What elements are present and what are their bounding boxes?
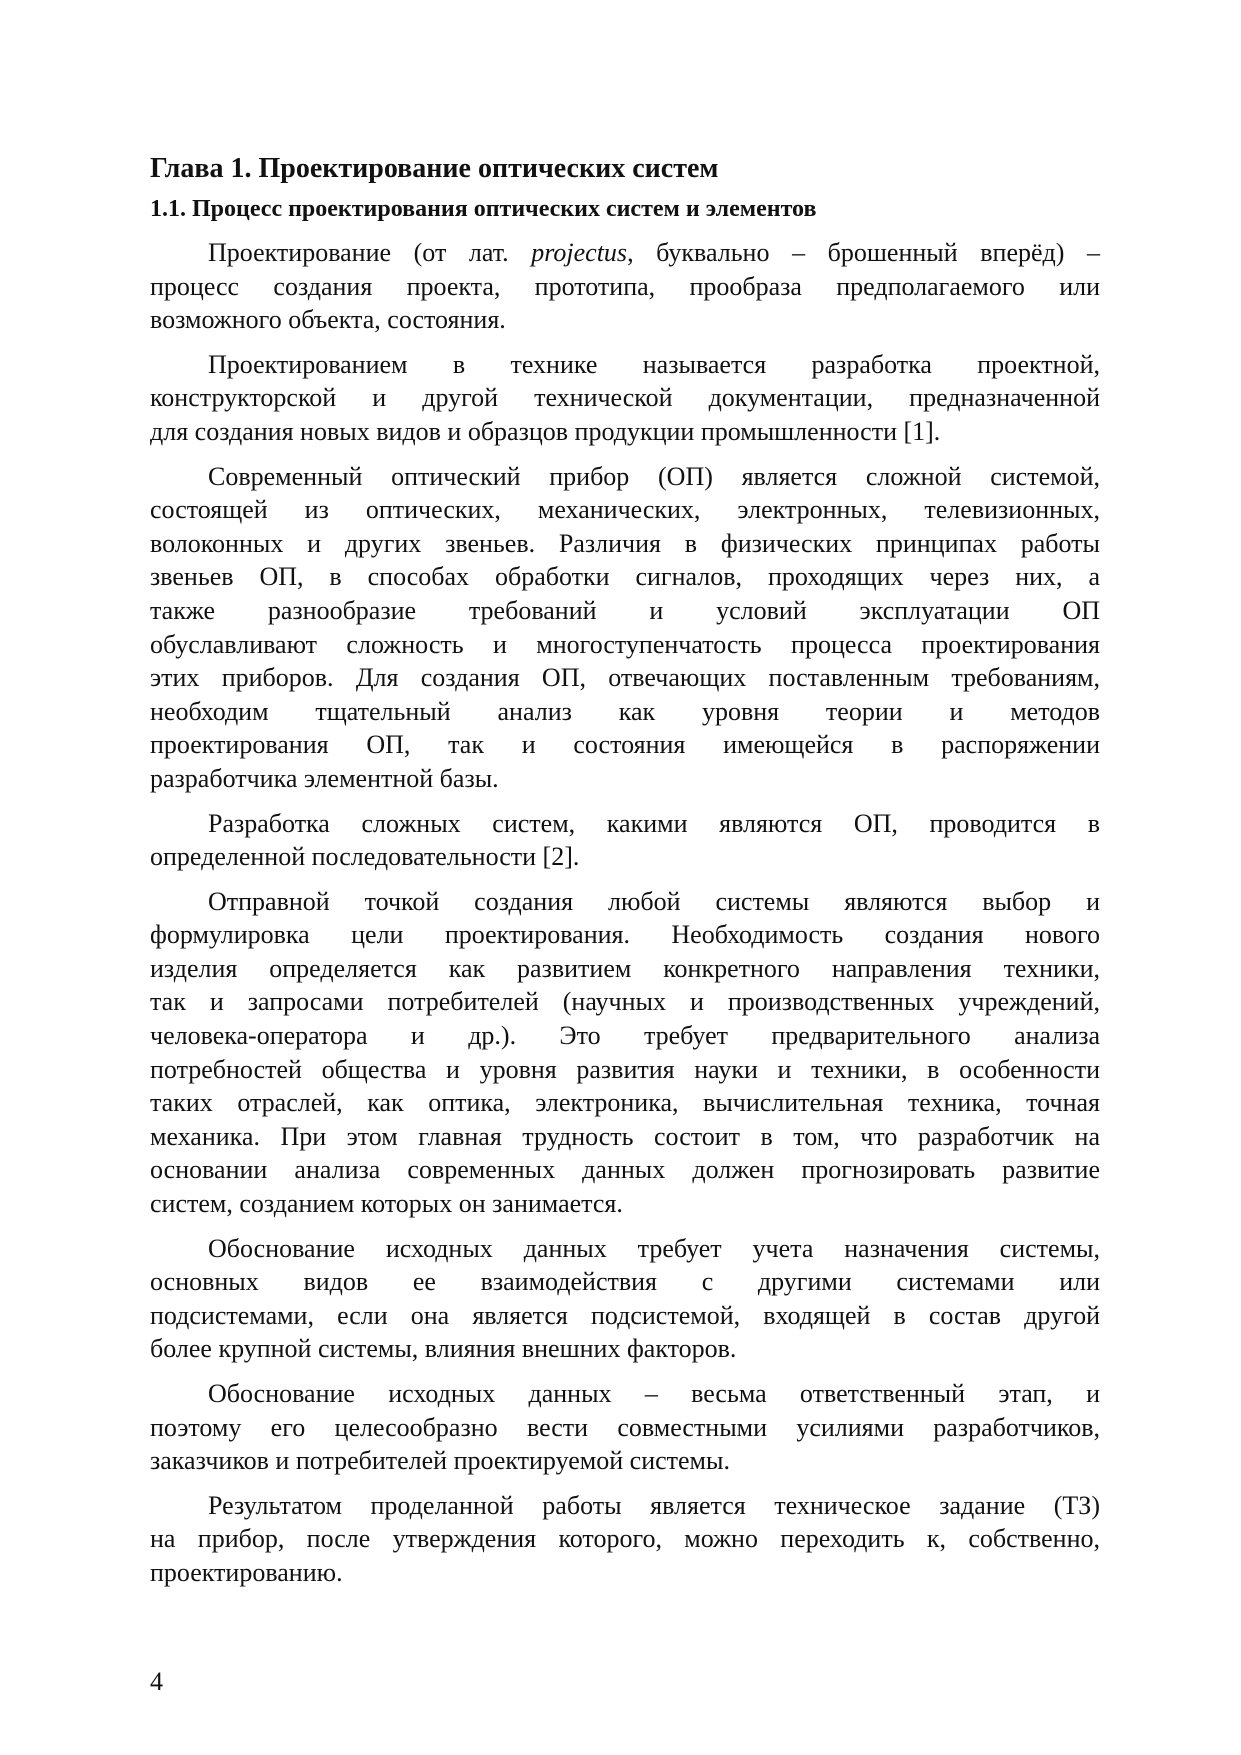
text-line: Отправной точкой создания любой системы являются выбор и (208, 886, 1100, 916)
text-line: определенной последовательности [2]. (150, 842, 580, 872)
paragraph (150, 885, 1100, 1221)
text-line: основании анализа современных данных должен прогнозировать развитие (150, 1155, 1100, 1185)
text-line: так и запросами потребителей (научных и производственных учреждений, (150, 987, 1100, 1017)
paragraph (150, 1232, 1100, 1366)
latin-term: projectus (531, 238, 628, 267)
text-line: Проектированием в технике называется разработка проектной, (208, 349, 1100, 379)
text-line: подсистемами, если она является подсистемой, входящей в состав другой (150, 1300, 1100, 1330)
text-line: для создания новых видов и образцов продукции промышленности [1]. (150, 416, 941, 446)
text-line: изделия определяется как развитием конкретного направления техники, (150, 953, 1100, 983)
text-line: человека-оператора и др.). Это требует предварительного анализа (150, 1021, 1100, 1051)
text-line: Обоснование исходных данных требует учета назначения системы, (208, 1233, 1100, 1263)
text-line: звеньев ОП, в способах обработки сигналов, проходящих через них, а (150, 562, 1100, 592)
text-line: этих приборов. Для создания ОП, отвечающих поставленным требованиям, (150, 663, 1100, 693)
text-line: состоящей из оптических, механических, электронных, телевизионных, (150, 495, 1100, 525)
paragraph (150, 807, 1100, 874)
text-line: конструкторской и другой технической документации, предназначенной (150, 383, 1100, 413)
paragraphs (150, 236, 1100, 1590)
text-line: разработчика элементной базы. (150, 763, 499, 793)
text-line: механика. При этом главная трудность состоит в том, что разработчик на (150, 1121, 1100, 1151)
paragraph (150, 348, 1100, 449)
text-line: заказчиков и потребителей проектируемой системы. (150, 1446, 730, 1476)
text-line: Обоснование исходных данных – весьма ответственный этап, и (208, 1379, 1100, 1408)
text-line: необходим тщательный анализ как уровня теории и методов (150, 696, 1100, 726)
text-line: Проектирование (от лат. projectus, буквально – брошенный вперёд) – (208, 238, 1100, 267)
text-line: более крупной системы, влияния внешних факторов. (150, 1334, 737, 1364)
paragraph (150, 1489, 1100, 1590)
text-line: поэтому его целесообразно вести совместными усилиями разработчиков, (150, 1412, 1100, 1442)
text-line: систем, созданием которых он занимается. (150, 1189, 623, 1219)
text-line: Разработка сложных систем, какими являются ОП, проводится в (208, 808, 1100, 838)
text-line: также разнообразие требований и условий эксплуатации ОП (150, 595, 1100, 625)
chapter-title: Глава 1. Проектирование оптических систем (150, 153, 719, 184)
page-body (150, 152, 1100, 1601)
text-line: Современный оптический прибор (ОП) является сложной системой, (208, 461, 1100, 491)
paragraph (150, 236, 1100, 337)
text-line: процесс создания проекта, прототипа, прообраза предполагаемого или (150, 271, 1100, 301)
text-line: формулировка цели проектирования. Необходимость создания нового (150, 920, 1100, 950)
text-line: волоконных и других звеньев. Различия в физических принципах работы (150, 528, 1100, 558)
text-line: обуславливают сложность и многоступенчатость процесса проектирования (150, 629, 1100, 659)
text-line: Результатом проделанной работы является техническое задание (ТЗ) (208, 1490, 1100, 1520)
text-line: потребностей общества и уровня развития науки и техники, в особенности (150, 1054, 1100, 1084)
text-line: проектирования ОП, так и состояния имеющейся в распоряжении (150, 730, 1100, 760)
paragraph (150, 460, 1100, 796)
paragraph (150, 1377, 1100, 1478)
section-title: 1.1. Процесс проектирования оптических систем и элементов (150, 196, 817, 222)
page-number: 4 (150, 1667, 163, 1696)
text-line: возможного объекта, состояния. (150, 305, 506, 335)
text-line: проектированию. (150, 1557, 343, 1587)
text-line: на прибор, после утверждения которого, можно переходить к, собственно, (150, 1524, 1100, 1554)
text-line: основных видов ее взаимодействия с другими системами или (150, 1267, 1100, 1297)
text-line: таких отраслей, как оптика, электроника, вычислительная техника, точная (150, 1088, 1100, 1118)
